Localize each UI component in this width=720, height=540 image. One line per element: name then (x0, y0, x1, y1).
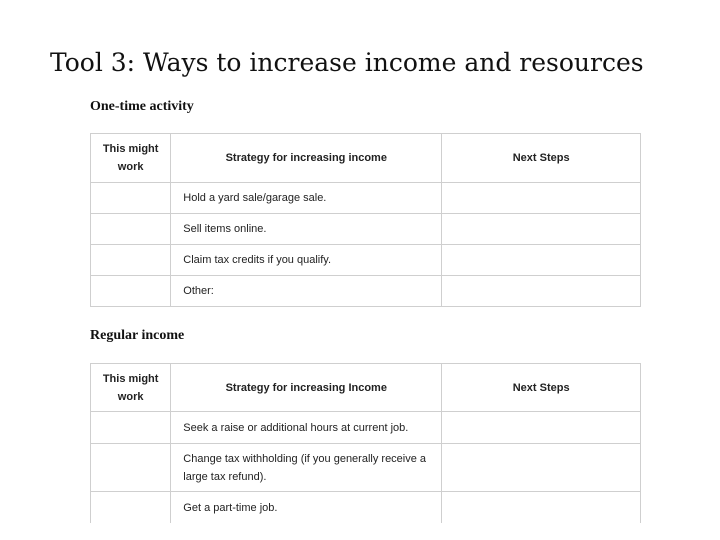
strategy-cell: Hold a yard sale/garage sale. (171, 183, 442, 214)
next-steps-cell[interactable] (442, 276, 641, 307)
table-row (91, 276, 641, 307)
next-steps-cell[interactable] (442, 492, 641, 524)
table-row (91, 492, 641, 524)
table-row (91, 214, 641, 245)
checkbox-cell[interactable] (91, 412, 171, 444)
strategy-cell: Other: (171, 276, 442, 307)
header-this-might-work: This might work (91, 364, 171, 412)
header-next-steps: Next Steps (442, 364, 641, 412)
strategy-cell: Seek a raise or additional hours at current job. (171, 412, 442, 444)
strategy-cell: Claim tax credits if you qualify. (171, 245, 442, 276)
checkbox-cell[interactable] (91, 183, 171, 214)
next-steps-cell[interactable] (442, 245, 641, 276)
checkbox-cell[interactable] (91, 444, 171, 492)
header-this-might-work: This might work (91, 134, 171, 183)
table-row (91, 245, 641, 276)
checkbox-cell[interactable] (91, 245, 171, 276)
table-row (91, 183, 641, 214)
regular-income-table (90, 363, 641, 524)
header-strategy: Strategy for increasing income (171, 134, 442, 183)
strategy-cell: Sell items online. (171, 214, 442, 245)
table-header-row (91, 134, 641, 183)
page-title: Tool 3: Ways to increase income and resources (50, 48, 644, 77)
next-steps-cell[interactable] (442, 412, 641, 444)
table-header-row (91, 364, 641, 412)
one-time-activity-heading: One-time activity (90, 99, 194, 114)
next-steps-cell[interactable] (442, 444, 641, 492)
table-row (91, 444, 641, 492)
checkbox-cell[interactable] (91, 214, 171, 245)
checkbox-cell[interactable] (91, 276, 171, 307)
next-steps-cell[interactable] (442, 214, 641, 245)
checkbox-cell[interactable] (91, 492, 171, 524)
one-time-activity-table (90, 133, 641, 307)
table-row (91, 412, 641, 444)
regular-income-heading: Regular income (90, 328, 185, 343)
header-next-steps: Next Steps (442, 134, 641, 183)
strategy-cell: Change tax withholding (if you generally receive a large tax refund). (171, 444, 442, 492)
next-steps-cell[interactable] (442, 183, 641, 214)
strategy-cell: Get a part-time job. (171, 492, 442, 524)
header-strategy: Strategy for increasing Income (171, 364, 442, 412)
page-bottom-edge (88, 523, 644, 540)
